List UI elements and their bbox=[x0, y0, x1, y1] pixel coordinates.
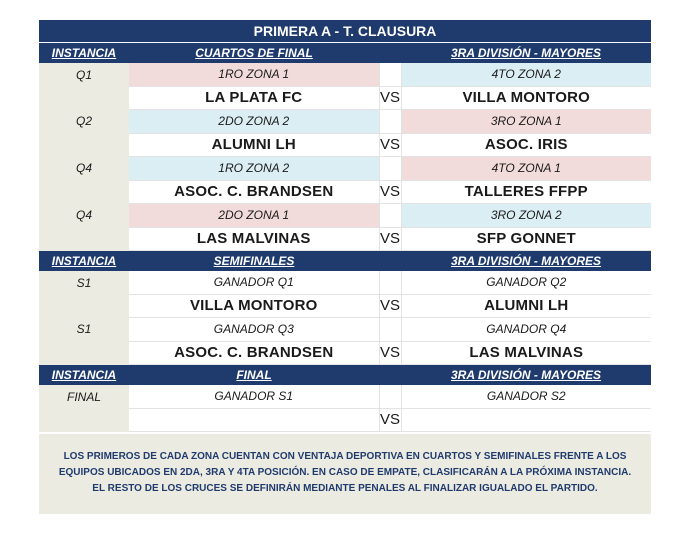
right-team: ALUMNI LH bbox=[401, 294, 651, 318]
right-team: LAS MALVINAS bbox=[401, 341, 651, 365]
match-row bbox=[39, 180, 651, 204]
title-row bbox=[39, 20, 651, 43]
left-slot: 2DO ZONA 2 bbox=[129, 110, 379, 134]
right-slot: 3RO ZONA 2 bbox=[401, 204, 651, 228]
vs-label: VS bbox=[379, 408, 401, 432]
right-slot: GANADOR Q2 bbox=[401, 271, 651, 294]
match-row bbox=[39, 227, 651, 251]
instance-header: INSTANCIA bbox=[39, 365, 129, 386]
stage-header: CUARTOS DE FINAL bbox=[129, 43, 379, 64]
section-header-quarterfinals bbox=[39, 43, 651, 64]
right-slot: GANADOR S2 bbox=[401, 385, 651, 408]
left-team: VILLA MONTORO bbox=[129, 294, 379, 318]
slot-row bbox=[39, 385, 651, 408]
left-team: ALUMNI LH bbox=[129, 133, 379, 157]
instance-header: INSTANCIA bbox=[39, 43, 129, 64]
left-team: ASOC. C. BRANDSEN bbox=[129, 180, 379, 204]
stage-header: FINAL bbox=[129, 365, 379, 386]
section-header-semifinals bbox=[39, 251, 651, 272]
bracket-table bbox=[39, 20, 651, 432]
vs-label: VS bbox=[379, 341, 401, 365]
section-header-final bbox=[39, 365, 651, 386]
vs-label: VS bbox=[379, 227, 401, 251]
match-row bbox=[39, 341, 651, 365]
instance-label: Q1 bbox=[39, 63, 129, 86]
vs-label: VS bbox=[379, 86, 401, 110]
slot-row bbox=[39, 271, 651, 294]
vs-label: VS bbox=[379, 133, 401, 157]
slot-row bbox=[39, 157, 651, 181]
instance-label: S1 bbox=[39, 318, 129, 342]
left-slot: 2DO ZONA 1 bbox=[129, 204, 379, 228]
instance-label: Q4 bbox=[39, 157, 129, 181]
right-team: SFP GONNET bbox=[401, 227, 651, 251]
instance-label: Q2 bbox=[39, 110, 129, 134]
left-team bbox=[129, 408, 379, 432]
right-team: ASOC. IRIS bbox=[401, 133, 651, 157]
stage-header: SEMIFINALES bbox=[129, 251, 379, 272]
right-slot: 4TO ZONA 2 bbox=[401, 63, 651, 86]
instance-label: S1 bbox=[39, 271, 129, 294]
match-row bbox=[39, 133, 651, 157]
right-team: TALLERES FFPP bbox=[401, 180, 651, 204]
match-row bbox=[39, 294, 651, 318]
left-slot: GANADOR Q1 bbox=[129, 271, 379, 294]
slot-row bbox=[39, 204, 651, 228]
rules-note: LOS PRIMEROS DE CADA ZONA CUENTAN CON VENTAJA DEPORTIVA EN CUARTOS Y SEMIFINALES FRENTE A LOS EQUIPOS UBICADOS EN 2DA, 3RA Y 4TA POSICIÓN. EN CASO DE EMPATE, CLASIFICARÁN A LA PRÓXIMA INSTANCIA. EL RESTO DE LOS CRUCES SE DEFINIRÁN MEDIANTE PENALES AL FINALIZAR IGUALADO EL PARTIDO. bbox=[39, 434, 651, 514]
left-team: LAS MALVINAS bbox=[129, 227, 379, 251]
right-slot: 4TO ZONA 1 bbox=[401, 157, 651, 181]
slot-row bbox=[39, 318, 651, 342]
left-slot: 1RO ZONA 2 bbox=[129, 157, 379, 181]
right-slot: GANADOR Q4 bbox=[401, 318, 651, 342]
division-header: 3RA DIVISIÓN - MAYORES bbox=[401, 43, 651, 64]
right-slot: 3RO ZONA 1 bbox=[401, 110, 651, 134]
page-title: PRIMERA A - T. CLAUSURA bbox=[39, 20, 651, 43]
division-header: 3RA DIVISIÓN - MAYORES bbox=[401, 251, 651, 272]
vs-label: VS bbox=[379, 294, 401, 318]
left-slot: 1RO ZONA 1 bbox=[129, 63, 379, 86]
left-slot: GANADOR Q3 bbox=[129, 318, 379, 342]
instance-header: INSTANCIA bbox=[39, 251, 129, 272]
left-slot: GANADOR S1 bbox=[129, 385, 379, 408]
right-team: VILLA MONTORO bbox=[401, 86, 651, 110]
left-team: LA PLATA FC bbox=[129, 86, 379, 110]
match-row bbox=[39, 86, 651, 110]
slot-row bbox=[39, 110, 651, 134]
match-row bbox=[39, 408, 651, 432]
vs-label: VS bbox=[379, 180, 401, 204]
instance-label: FINAL bbox=[39, 385, 129, 408]
instance-label: Q4 bbox=[39, 204, 129, 228]
division-header: 3RA DIVISIÓN - MAYORES bbox=[401, 365, 651, 386]
right-team bbox=[401, 408, 651, 432]
left-team: ASOC. C. BRANDSEN bbox=[129, 341, 379, 365]
slot-row bbox=[39, 63, 651, 86]
